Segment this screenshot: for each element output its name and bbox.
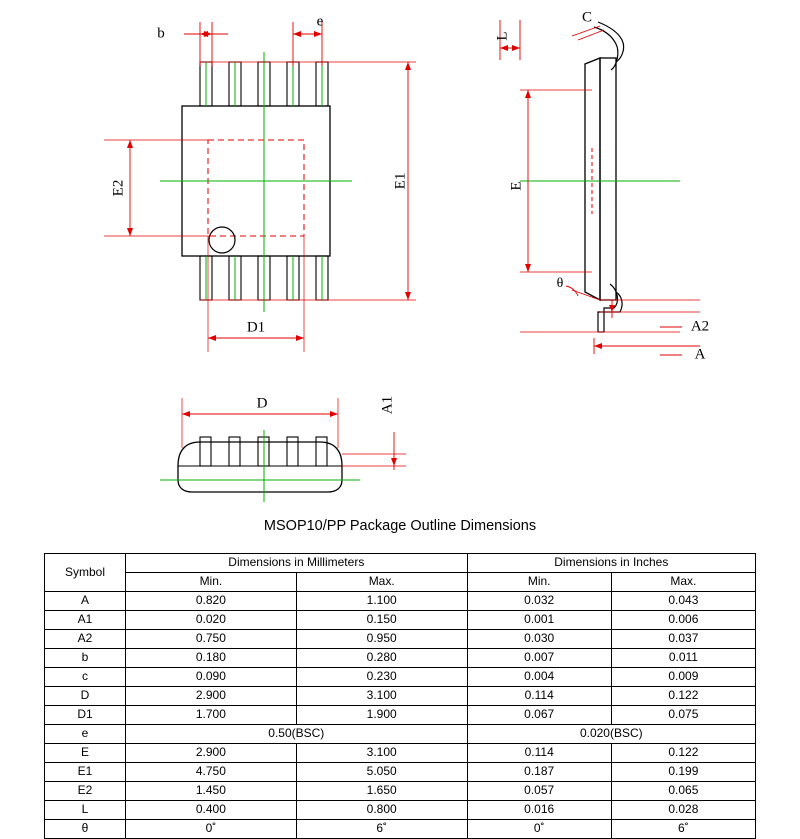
cell-in-min: 0.032 (467, 592, 611, 611)
exposed-pad-outline (208, 140, 304, 236)
cell-mm-max: 1.900 (296, 706, 467, 725)
table-row (45, 630, 756, 649)
table-header-row (45, 554, 756, 573)
cell-mm-max: 0.230 (296, 668, 467, 687)
label-A: A (694, 346, 706, 363)
subheader-in-max: Max. (611, 573, 755, 592)
cell-mm-min: 0.180 (126, 649, 297, 668)
cell-mm-min: 2.900 (126, 744, 297, 763)
cell-in-min: 0˚ (467, 820, 611, 839)
label-C: C (581, 9, 593, 26)
row-symbol: c (45, 668, 126, 687)
cell-mm-min: 0.750 (126, 630, 297, 649)
cell-in-max: 0.028 (611, 801, 755, 820)
pin-one-indicator (209, 227, 235, 253)
cell-mm-max: 1.100 (296, 592, 467, 611)
cell-mm-min: 2.900 (126, 687, 297, 706)
row-symbol: e (45, 725, 126, 744)
cell-in-min: 0.114 (467, 744, 611, 763)
row-symbol: θ (45, 820, 126, 839)
table-row (45, 706, 756, 725)
cell-in-min: 0.114 (467, 687, 611, 706)
label-e: e (316, 13, 324, 30)
table-row (45, 763, 756, 782)
table-row (45, 782, 756, 801)
cell-in-min: 0.007 (467, 649, 611, 668)
table-row (45, 592, 756, 611)
row-symbol: b (45, 649, 126, 668)
row-symbol: L (45, 801, 126, 820)
cell-in-max: 0.043 (611, 592, 755, 611)
cell-mm-min: 0.020 (126, 611, 297, 630)
cell-mm-max: 1.650 (296, 782, 467, 801)
cell-in-min: 0.004 (467, 668, 611, 687)
label-E1: E1 (392, 172, 409, 190)
table-row (45, 668, 756, 687)
cell-in-max: 6˚ (611, 820, 755, 839)
cell-mm-max: 0.800 (296, 801, 467, 820)
row-symbol: D (45, 687, 126, 706)
top-view (104, 13, 416, 352)
cell-mm-min: 1.700 (126, 706, 297, 725)
cell-mm-max: 5.050 (296, 763, 467, 782)
subheader-in-min: Min. (467, 573, 611, 592)
subheader-mm-max: Max. (296, 573, 467, 592)
row-symbol: E1 (45, 763, 126, 782)
cell-mm-max: 3.100 (296, 744, 467, 763)
cell-in-min: 0.030 (467, 630, 611, 649)
cell-mm-min: 0.090 (126, 668, 297, 687)
table-row (45, 744, 756, 763)
label-theta: θ (556, 276, 564, 292)
cell-mm-max: 3.100 (296, 687, 467, 706)
cell-mm-max: 0.280 (296, 649, 467, 668)
cell-in-max: 0.011 (611, 649, 755, 668)
cell-in-max: 0.037 (611, 630, 755, 649)
dimensions-table (44, 553, 756, 839)
label-b: b (157, 25, 165, 42)
table-subheader-row (45, 573, 756, 592)
cell-mm-span: 0.50(BSC) (126, 725, 468, 744)
label-D: D (256, 395, 268, 412)
cell-in-span: 0.020(BSC) (467, 725, 755, 744)
table-row (45, 687, 756, 706)
table-row (45, 801, 756, 820)
cell-in-min: 0.187 (467, 763, 611, 782)
cell-mm-min: 0.820 (126, 592, 297, 611)
table-row (45, 611, 756, 630)
label-E2: E2 (110, 179, 127, 197)
front-view (160, 395, 406, 502)
label-A1: A1 (379, 395, 396, 415)
side-view-top-lead (598, 22, 624, 62)
row-symbol: E (45, 744, 126, 763)
front-view-body-outline (178, 442, 342, 492)
cell-mm-min: 4.750 (126, 763, 297, 782)
cell-mm-min: 0˚ (126, 820, 297, 839)
cell-in-max: 0.075 (611, 706, 755, 725)
label-A2: A2 (690, 318, 710, 335)
cell-mm-max: 6˚ (296, 820, 467, 839)
cell-in-max: 0.199 (611, 763, 755, 782)
table-row (45, 649, 756, 668)
side-view (494, 9, 709, 362)
label-D1: D1 (246, 319, 266, 336)
cell-mm-max: 0.950 (296, 630, 467, 649)
label-L: L (494, 31, 511, 41)
cell-in-max: 0.122 (611, 687, 755, 706)
cell-in-max: 0.065 (611, 782, 755, 801)
cell-mm-min: 0.400 (126, 801, 297, 820)
subheader-mm-min: Min. (126, 573, 297, 592)
cell-in-min: 0.016 (467, 801, 611, 820)
row-symbol: D1 (45, 706, 126, 725)
header-inches: Dimensions in Inches (467, 554, 755, 573)
table-row (45, 725, 756, 744)
cell-in-min: 0.057 (467, 782, 611, 801)
row-symbol: A1 (45, 611, 126, 630)
cell-mm-min: 1.450 (126, 782, 297, 801)
cell-in-max: 0.122 (611, 744, 755, 763)
header-millimeters: Dimensions in Millimeters (126, 554, 468, 573)
label-E: E (508, 181, 525, 191)
cell-in-min: 0.067 (467, 706, 611, 725)
header-symbol: Symbol (45, 554, 126, 592)
row-symbol: E2 (45, 782, 126, 801)
cell-mm-max: 0.150 (296, 611, 467, 630)
cell-in-max: 0.006 (611, 611, 755, 630)
drawing-caption: MSOP10/PP Package Outline Dimensions (263, 518, 537, 534)
cell-in-max: 0.009 (611, 668, 755, 687)
table-row (45, 820, 756, 839)
row-symbol: A2 (45, 630, 126, 649)
cell-in-min: 0.001 (467, 611, 611, 630)
side-view-body-side (600, 58, 616, 300)
row-symbol: A (45, 592, 126, 611)
